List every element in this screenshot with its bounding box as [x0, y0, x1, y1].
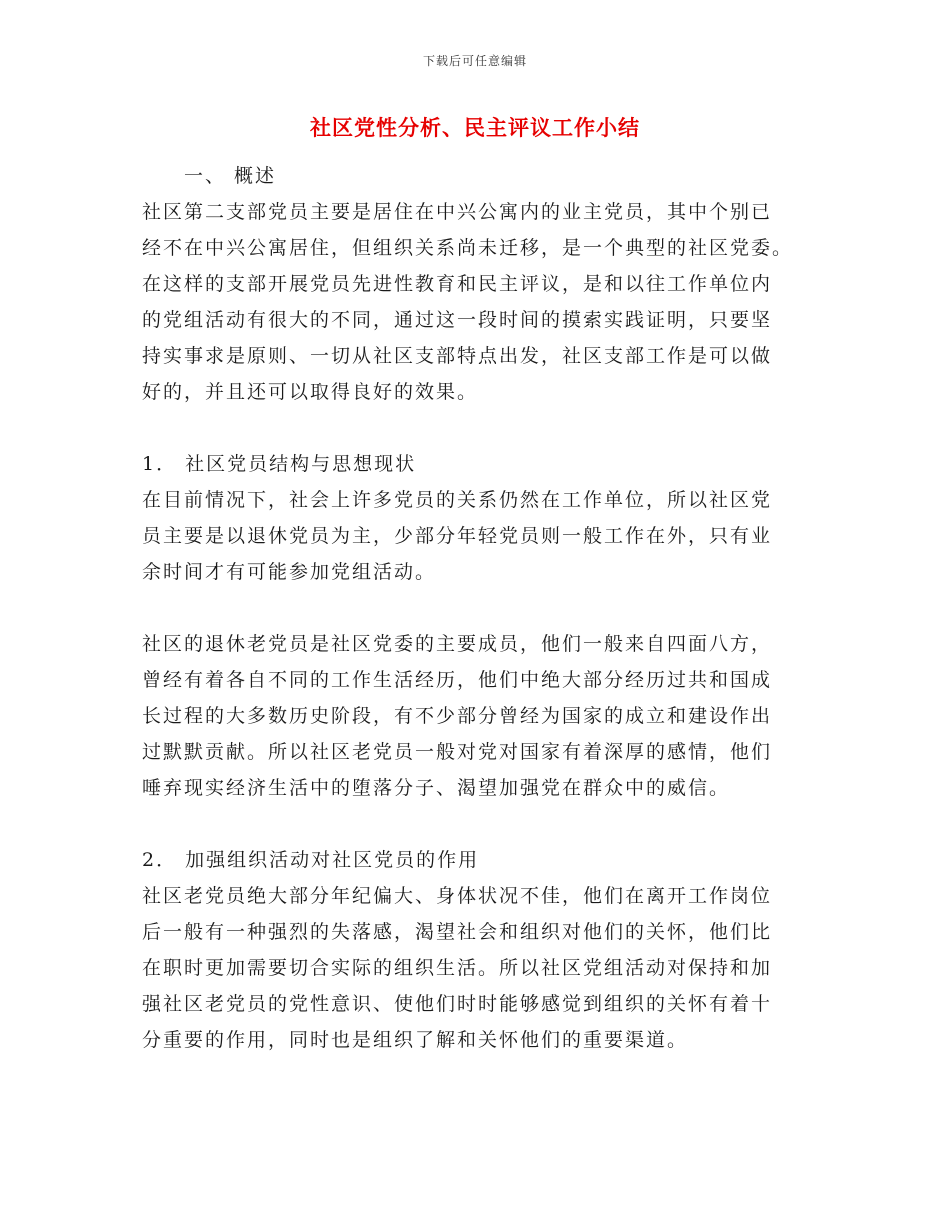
- paragraph-line: 员主要是以退休党员为主，少部分年轻党员则一般工作在外，只有业: [142, 525, 773, 547]
- paragraph-line: 过默默贡献。所以社区老党员一般对党对国家有着深厚的感情，他们: [142, 741, 773, 763]
- paragraph-line: 社区老党员绝大部分年纪偏大、身体状况不佳，他们在离开工作岗位: [142, 885, 773, 907]
- paragraph-line: 好的，并且还可以取得良好的效果。: [142, 381, 479, 403]
- paragraph-gap: [142, 806, 822, 842]
- paragraph-line: 强社区老党员的党性意识、使他们时时能够感觉到组织的关怀有着十: [142, 993, 773, 1015]
- header-note: 下载后可任意编辑: [422, 54, 527, 68]
- paragraph-line: 分重要的作用，同时也是组织了解和关怀他们的重要渠道。: [142, 1029, 689, 1051]
- paragraph-line: 社区第二支部党员主要是居住在中兴公寓内的业主党员，其中个别已: [142, 201, 773, 223]
- paragraph-line: 在职时更加需要切合实际的组织生活。所以社区党组活动对保持和加: [142, 957, 773, 979]
- section-heading-overview: 一、 概述: [184, 165, 277, 187]
- paragraph-gap: [142, 590, 822, 626]
- paragraph-line: 曾经有着各自不同的工作生活经历，他们中绝大部分经历过共和国成: [142, 669, 773, 691]
- section-heading-2: 2． 加强组织活动对社区党员的作用: [142, 849, 480, 871]
- paragraph-line: 经不在中兴公寓居住，但组织关系尚未迁移，是一个典型的社区党委。: [142, 237, 794, 259]
- paragraph-line: 余时间才有可能参加党组活动。: [142, 561, 437, 583]
- paragraph-line: 在这样的支部开展党员先进性教育和民主评议，是和以往工作单位内: [142, 273, 773, 295]
- paragraph-line: 长过程的大多数历史阶段，有不少部分曾经为国家的成立和建设作出: [142, 705, 773, 727]
- paragraph-line: 在目前情况下，社会上许多党员的关系仍然在工作单位，所以社区党: [142, 489, 773, 511]
- paragraph-gap: [142, 410, 822, 446]
- document-title: 社区党性分析、民主评议工作小结: [310, 115, 640, 140]
- paragraph-line: 的党组活动有很大的不同，通过这一段时间的摸索实践证明，只要坚: [142, 309, 773, 331]
- paragraph-line: 后一般有一种强烈的失落感，渴望社会和组织对他们的关怀，他们比: [142, 921, 773, 943]
- paragraph-line: 唾弃现实经济生活中的堕落分子、渴望加强党在群众中的威信。: [142, 777, 731, 799]
- paragraph-line: 持实事求是原则、一切从社区支部特点出发，社区支部工作是可以做: [142, 345, 773, 367]
- document-body: [142, 158, 822, 1058]
- paragraph-line: 社区的退休老党员是社区党委的主要成员，他们一般来自四面八方，: [142, 633, 773, 655]
- section-heading-1: 1． 社区党员结构与思想现状: [142, 453, 417, 475]
